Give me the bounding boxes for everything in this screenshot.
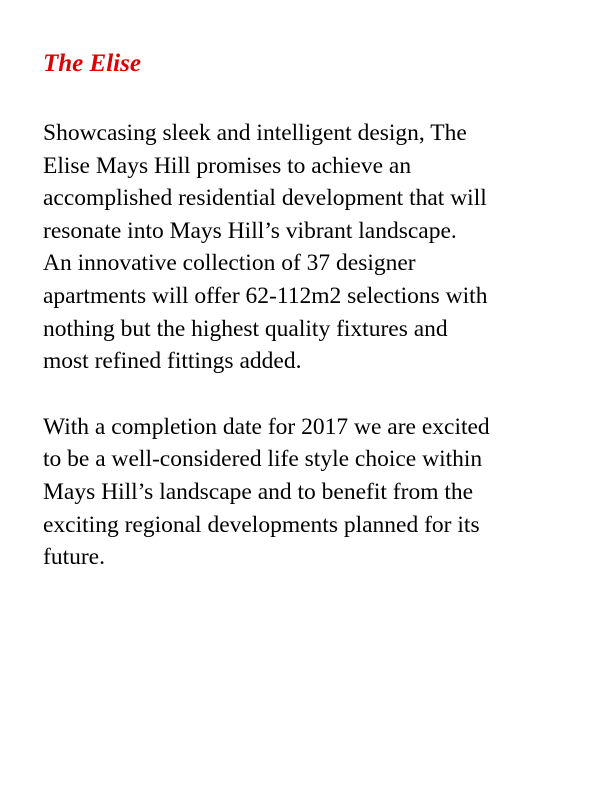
paragraph-line: apartments will offer 62-112m2 selections with — [43, 282, 488, 309]
paragraph-line: most refined fittings added. — [43, 348, 302, 375]
document-page — [43, 47, 583, 574]
paragraph-line: Elise Mays Hill promises to achieve an — [43, 152, 412, 179]
paragraph-line: future. — [43, 544, 105, 571]
paragraph-line: nothing but the highest quality fixtures and — [43, 315, 448, 342]
paragraph-completion — [43, 411, 583, 574]
paragraph-line: to be a well-considered life style choice within — [43, 446, 483, 473]
paragraph-line: exciting regional developments planned for its — [43, 511, 480, 538]
paragraph-line: An innovative collection of 37 designer — [43, 250, 416, 277]
paragraph-line: resonate into Mays Hill’s vibrant landscape. — [43, 217, 457, 244]
paragraph-line: Mays Hill’s landscape and to benefit from the — [43, 478, 474, 505]
document-title: The Elise — [43, 50, 141, 77]
paragraph-line: With a completion date for 2017 we are excited — [43, 413, 490, 440]
paragraph-line: Showcasing sleek and intelligent design, The — [43, 120, 467, 146]
paragraph-intro — [43, 117, 583, 378]
paragraph-line: accomplished residential development that will — [43, 185, 487, 212]
